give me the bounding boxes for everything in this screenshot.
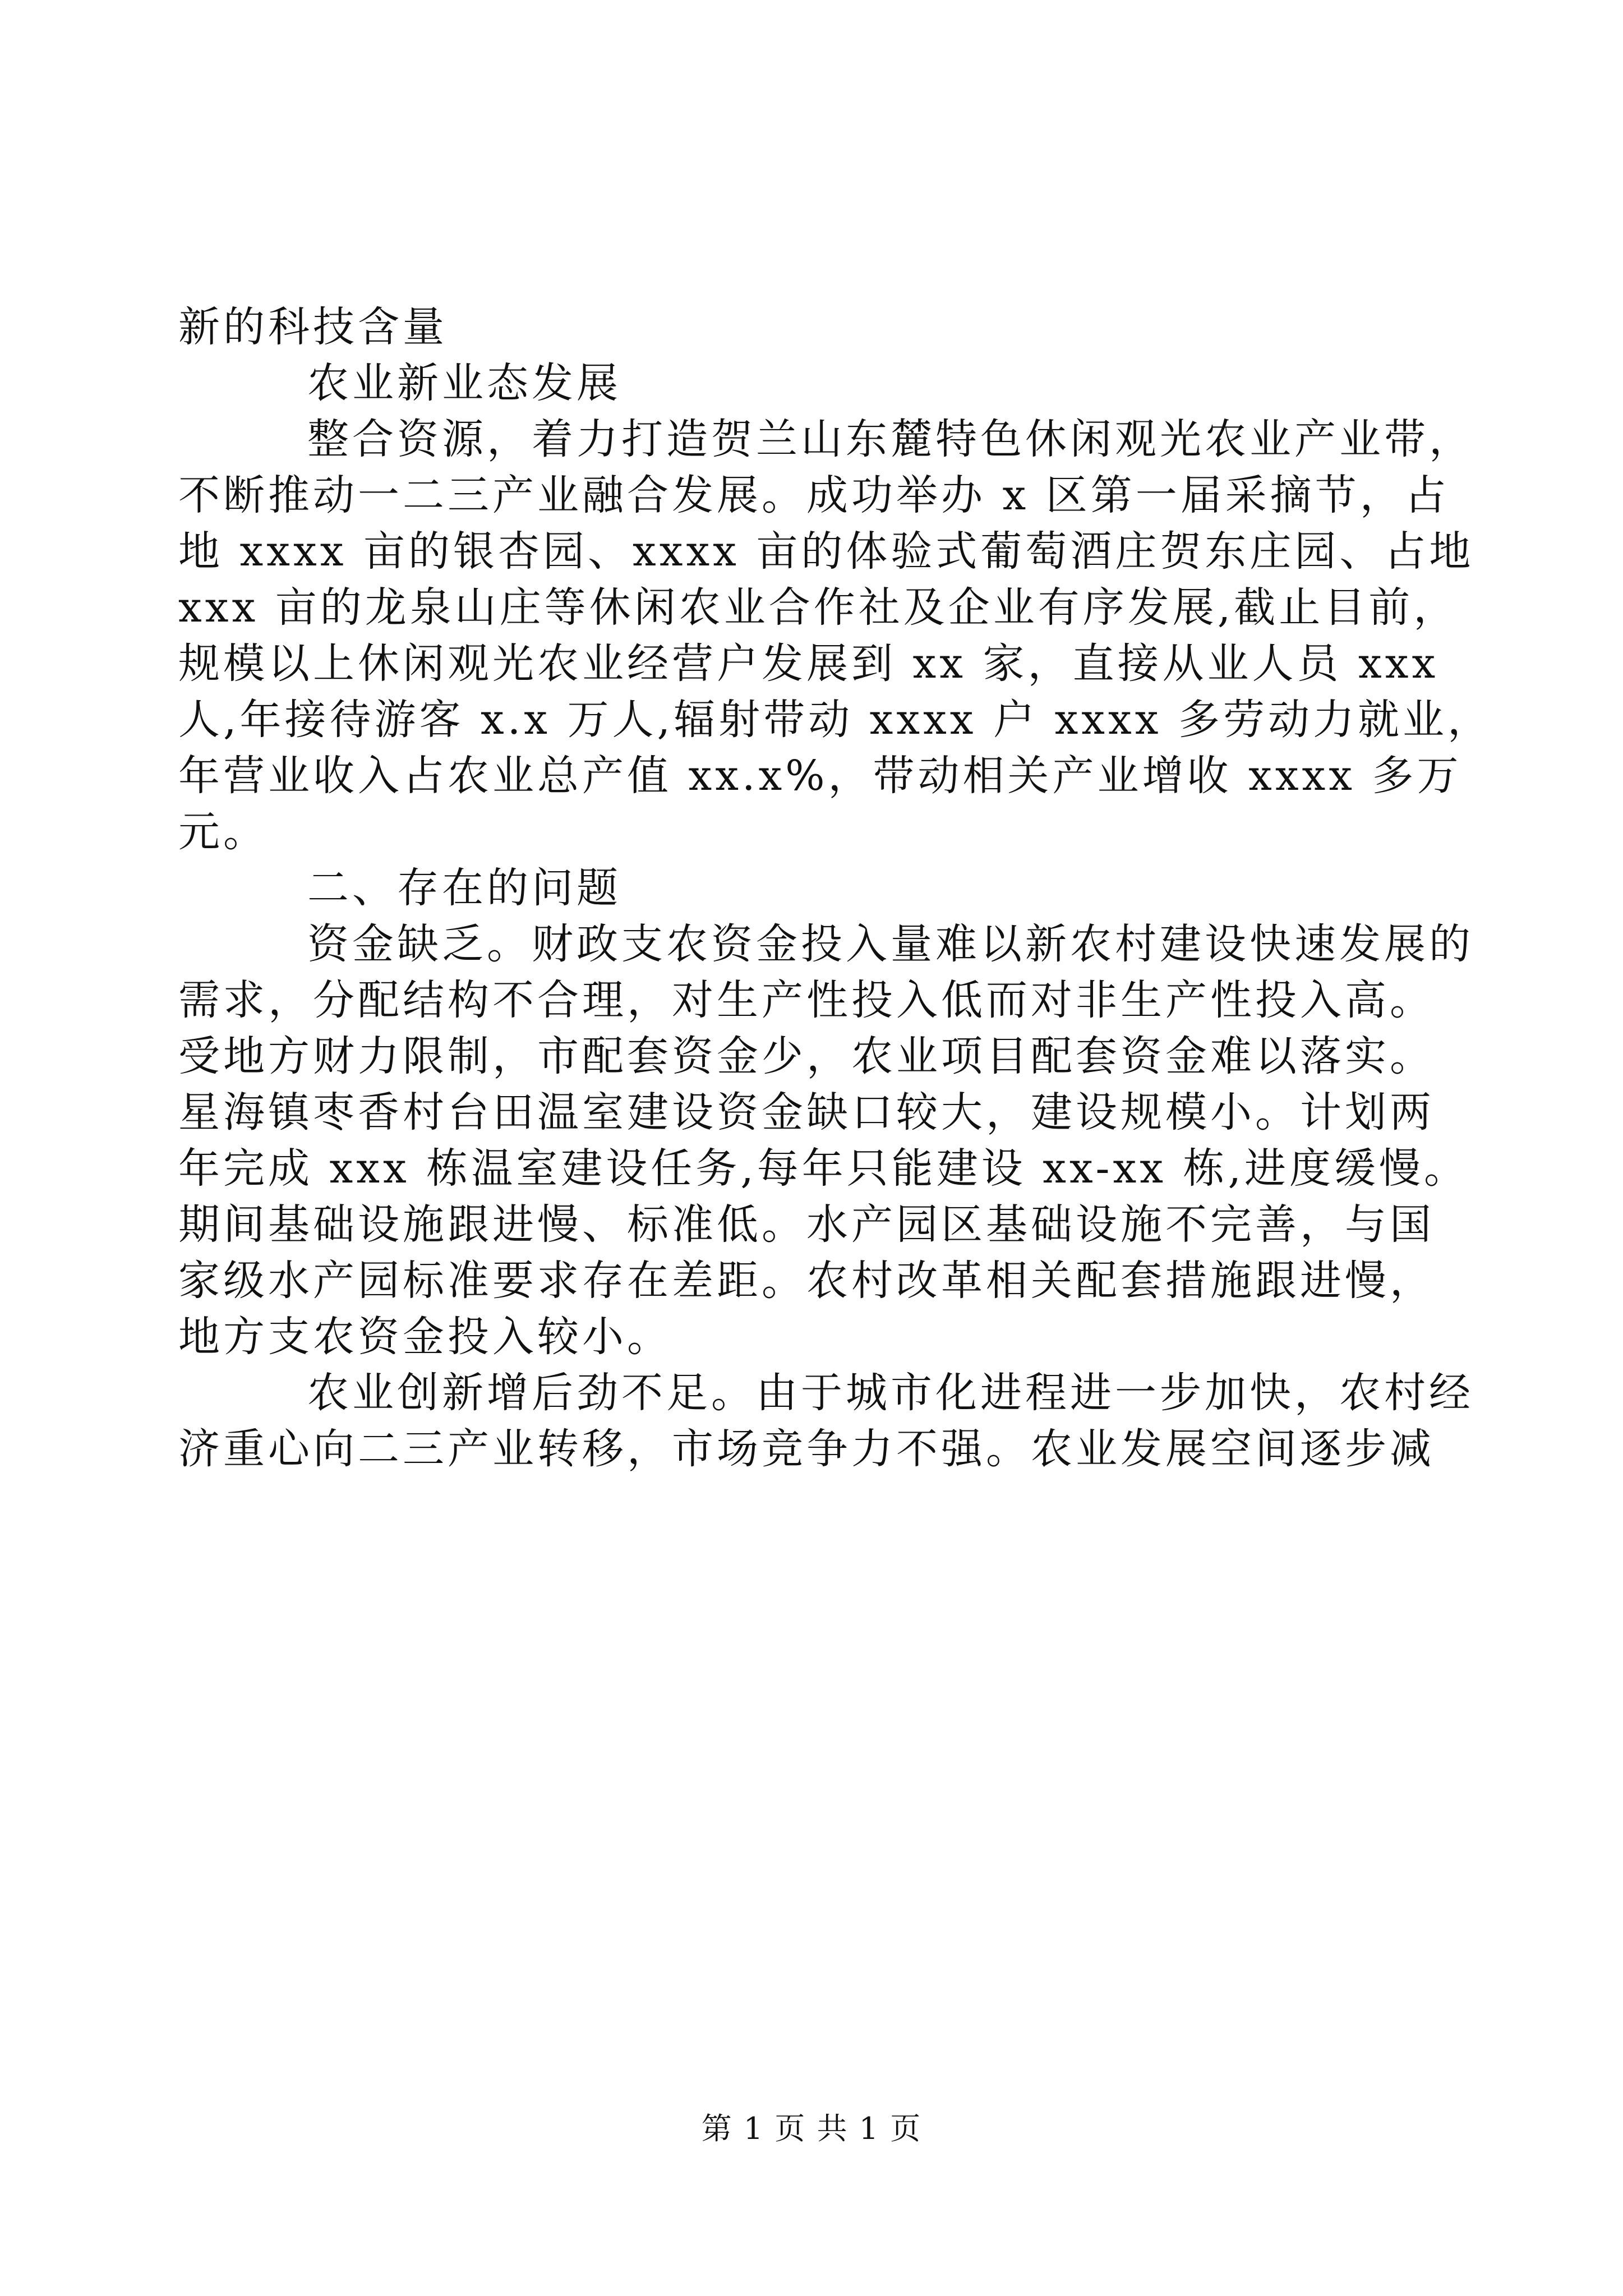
section-heading: 二、存在的问题 xyxy=(307,864,621,912)
text-line: 资金缺乏。财政支农资金投入量难以新农村建设快速发展的 xyxy=(307,920,1474,968)
text-line: 农业创新增后劲不足。由于城市化进程进一步加快，农村经 xyxy=(307,1369,1474,1417)
text-line: 不断推动一二三产业融合发展。成功举办 x 区第一届采摘节，占 xyxy=(178,471,1450,519)
section-heading: 农业新业态发展 xyxy=(307,359,621,407)
text-line: 家级水产园标准要求存在差距。农村改革相关配套措施跟进慢， xyxy=(178,1257,1435,1305)
text-line: 规模以上休闲观光农业经营户发展到 xx 家，直接从业人员 xxx xyxy=(178,639,1439,688)
text-line: xxx 亩的龙泉山庄等休闲农业合作社及企业有序发展,截止目前， xyxy=(178,583,1459,632)
text-line: 年完成 xxx 栋温室建设任务,每年只能建设 xx-xx 栋,进度缓慢。 xyxy=(178,1144,1469,1193)
document-body xyxy=(178,299,1493,1477)
text-line: 地 xxxx 亩的银杏园、xxxx 亩的体验式葡萄酒庄贺东庄园、占地 xyxy=(178,527,1474,576)
text-line: 期间基础设施跟进慢、标准低。水产园区基础设施不完善，与国 xyxy=(178,1200,1435,1249)
page-footer: 第 1 页 共 1 页 xyxy=(701,2111,922,2146)
text-line: 人,年接待游客 x.x 万人,辐射带动 xxxx 户 xxxx 多劳动力就业， xyxy=(178,696,1493,744)
text-line: 新的科技含量 xyxy=(178,303,448,351)
text-line: 元。 xyxy=(178,808,268,856)
text-line: 需求，分配结构不合理，对生产性投入低而对非生产性投入高。 xyxy=(178,976,1435,1024)
text-line: 整合资源，着力打造贺兰山东麓特色休闲观光农业产业带， xyxy=(307,415,1474,463)
text-line: 受地方财力限制，市配套资金少，农业项目配套资金难以落实。 xyxy=(178,1032,1435,1080)
text-line: 济重心向二三产业转移，市场竞争力不强。农业发展空间逐步减 xyxy=(178,1425,1435,1473)
text-line: 地方支农资金投入较小。 xyxy=(178,1313,672,1361)
text-line: 年营业收入占农业总产值 xx.x%，带动相关产业增收 xxxx 多万 xyxy=(178,752,1462,800)
text-line: 星海镇枣香村台田温室建设资金缺口较大，建设规模小。计划两 xyxy=(178,1088,1435,1137)
